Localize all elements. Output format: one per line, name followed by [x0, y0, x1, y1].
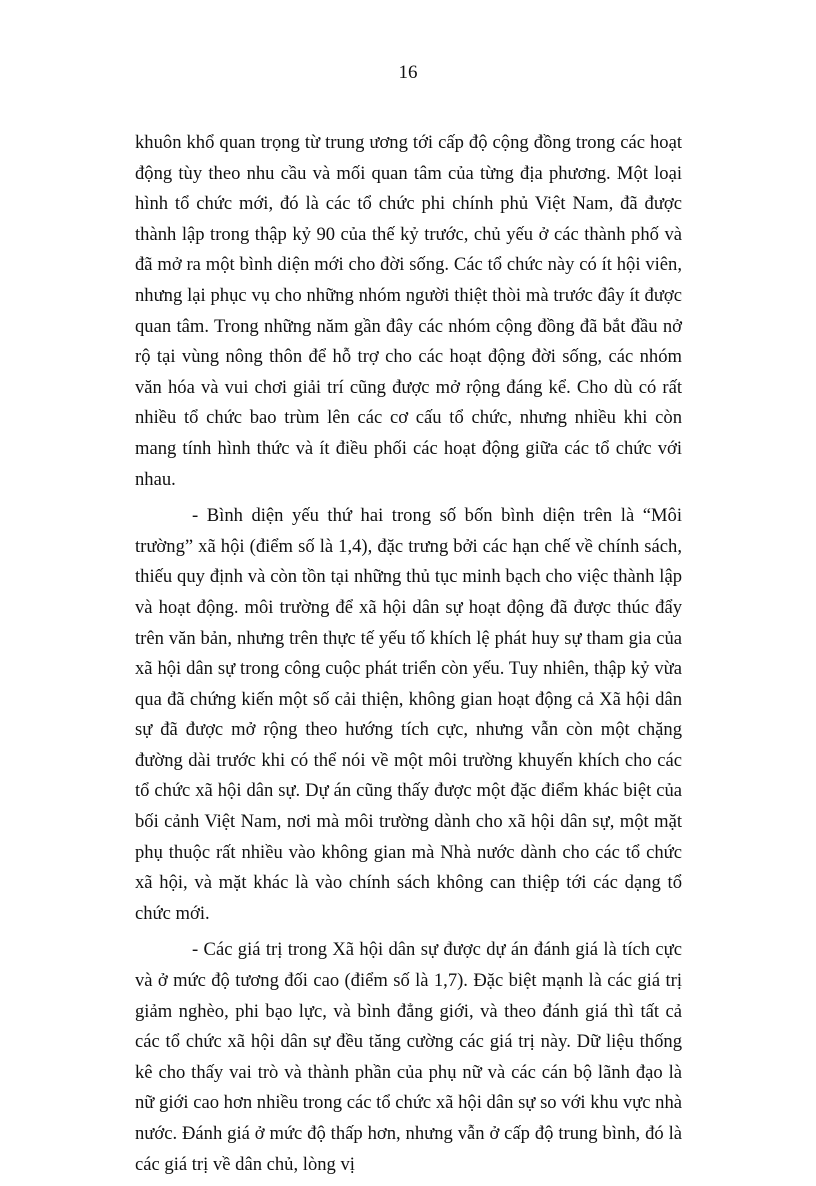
page-number: 16: [398, 62, 418, 83]
document-body: [135, 128, 682, 1186]
paragraph-environment: - Bình diện yếu thứ hai trong số bốn bình diện trên là “Môi trường” xã hội (điểm số là 1,4), đặc trưng bởi các hạn chế về chính sách, thiếu quy định và còn tồn tại những thủ tục minh bạch cho việc thành lập và hoạt động. môi trường để xã hội dân sự hoạt động đã được thúc đẩy trên văn bản, nhưng trên thực tế yếu tố khích lệ phát huy sự tham gia của xã hội dân sự trong công cuộc phát triển còn yếu. Tuy nhiên, thập kỷ vừa qua đã chứng kiến một số cải thiện, không gian hoạt động cả Xã hội dân sự đã được mở rộng theo hướng tích cực, nhưng vẫn còn một chặng đường dài trước khi có thể nói về một môi trường khuyến khích cho các tổ chức xã hội dân sự. Dự án cũng thấy được một đặc điểm khác biệt của bối cảnh Việt Nam, nơi mà môi trường dành cho xã hội dân sự, một mặt phụ thuộc rất nhiều vào không gian mà Nhà nước dành cho các tổ chức xã hội, và mặt khác là vào chính sách không can thiệp tới các dạng tổ chức mới.: [135, 505, 682, 924]
paragraph-values: - Các giá trị trong Xã hội dân sự được dự án đánh giá là tích cực và ở mức độ tương đối cao (điểm số là 1,7). Đặc biệt mạnh là các giá trị giảm nghèo, phi bạo lực, và bình đẳng giới, và theo đánh giá thì tất cả các tổ chức xã hội dân sự đều tăng cường các giá trị này. Dữ liệu thống kê cho thấy vai trò và thành phần của phụ nữ và các cán bộ lãnh đạo là nữ giới cao hơn nhiều trong các tổ chức xã hội dân sự so với khu vực nhà nước. Đánh giá ở mức độ thấp hơn, nhưng vẫn ở cấp độ trung bình, đó là các giá trị về dân chủ, lòng vị: [135, 939, 682, 1175]
paragraph-continuation: khuôn khổ quan trọng từ trung ương tới cấp độ cộng đồng trong các hoạt động tùy theo nhu cầu và mối quan tâm của từng địa phương. Một loại hình tổ chức mới, đó là các tổ chức phi chính phủ Việt Nam, đã được thành lập trong thập kỷ 90 của thế kỷ trước, chủ yếu ở các thành phố và đã mở ra một bình diện mới cho đời sống. Các tổ chức này có ít hội viên, nhưng lại phục vụ cho những nhóm người thiệt thòi mà trước đây ít được quan tâm. Trong những năm gần đây các nhóm cộng đồng đã bắt đầu nở rộ tại vùng nông thôn để hỗ trợ cho các hoạt động đời sống, các nhóm văn hóa và vui chơi giải trí cũng được mở rộng đáng kể. Cho dù có rất nhiều tổ chức bao trùm lên các cơ cấu tổ chức, nhưng nhiều khi còn mang tính hình thức và ít điều phối các hoạt động giữa các tổ chức với nhau.: [135, 132, 682, 490]
